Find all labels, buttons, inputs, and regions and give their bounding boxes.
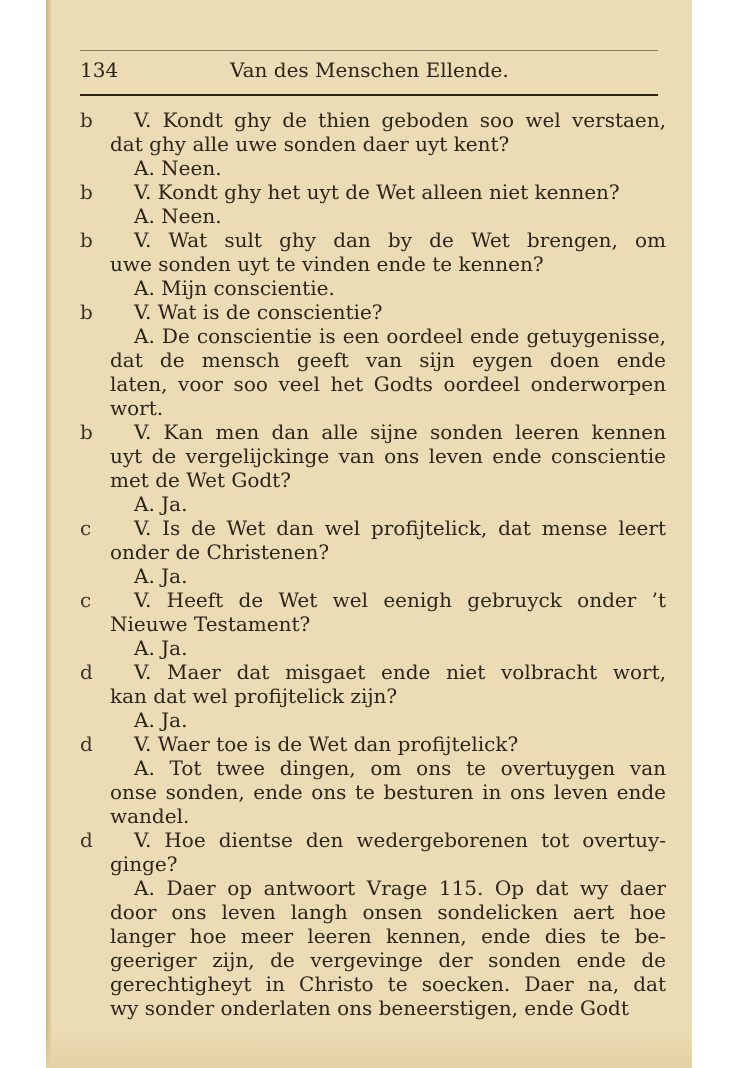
- qa-entry: [80, 276, 666, 300]
- page-gutter-shadow: [46, 0, 52, 1068]
- paragraph: [80, 156, 666, 180]
- margin-marker: d: [80, 828, 93, 852]
- margin-marker: b: [80, 300, 93, 324]
- text-line: Nieuwe Testament?: [110, 612, 311, 636]
- header-bottom-rule: [80, 94, 658, 96]
- text-line: V. Kondt ghy de thien geboden soo wel verstaen,: [134, 108, 666, 132]
- qa-entry: [80, 564, 666, 588]
- text-line: A. Ja.: [134, 492, 188, 516]
- paragraph: [80, 660, 666, 708]
- paragraph: [80, 276, 666, 300]
- margin-marker: b: [80, 108, 93, 132]
- catechism-text: [80, 108, 666, 1020]
- header-top-rule: [80, 50, 658, 51]
- page-number: 134: [80, 58, 119, 82]
- text-line: A. Daer op antwoort Vrage 115. Op dat wy daer: [134, 876, 666, 900]
- text-line: A. Ja.: [134, 708, 188, 732]
- text-line: gerechtigheyt in Christo te soecken. Daer na, dat: [110, 972, 666, 996]
- paragraph: [80, 108, 666, 156]
- qa-entry: [80, 492, 666, 516]
- margin-marker: c: [80, 588, 92, 612]
- qa-entry: [80, 636, 666, 660]
- paragraph: [80, 228, 666, 276]
- paragraph: [80, 588, 666, 636]
- qa-entry: [80, 828, 666, 876]
- running-title: Van des Menschen Ellende.: [230, 58, 509, 82]
- text-line: wandel.: [110, 804, 190, 828]
- text-line: uwe sonden uyt te vinden ende te kennen?: [110, 252, 544, 276]
- text-line: dat de mensch geeft van sijn eygen doen ende: [110, 348, 666, 372]
- qa-entry: [80, 708, 666, 732]
- text-line: A. Mijn conscientie.: [134, 276, 335, 300]
- page-bottom-edge: [46, 1028, 692, 1068]
- text-line: ginge?: [110, 852, 178, 876]
- qa-entry: [80, 660, 666, 708]
- text-line: laten, voor soo veel het Godts oordeel onderworpen: [110, 372, 666, 396]
- text-line: V. Heeft de Wet wel eenigh gebruyck onder ’t: [134, 588, 666, 612]
- text-line: V. Wat sult ghy dan by de Wet brengen, om: [134, 228, 666, 252]
- paragraph: [80, 828, 666, 876]
- qa-entry: [80, 732, 666, 756]
- paragraph: [80, 876, 666, 1020]
- text-line: V. Hoe dientse den wedergeborenen tot overtuy-: [134, 828, 666, 852]
- paragraph: [80, 204, 666, 228]
- text-line: wy sonder onderlaten ons beneerstigen, ende Godt: [110, 996, 629, 1020]
- page-header: [80, 58, 658, 88]
- margin-marker: c: [80, 516, 92, 540]
- qa-entry: [80, 588, 666, 636]
- text-line: A. De conscientie is een oordeel ende getuygenisse,: [134, 324, 666, 348]
- margin-marker: b: [80, 420, 93, 444]
- qa-entry: [80, 756, 666, 828]
- text-line: geeriger zijn, de vergevinge der sonden ende de: [110, 948, 666, 972]
- qa-entry: [80, 204, 666, 228]
- paragraph: [80, 516, 666, 564]
- margin-marker: d: [80, 732, 93, 756]
- text-line: met de Wet Godt?: [110, 468, 291, 492]
- text-line: A. Neen.: [134, 204, 222, 228]
- text-line: langer hoe meer leeren kennen, ende dies te be-: [110, 924, 666, 948]
- qa-entry: [80, 300, 666, 324]
- text-line: V. Kondt ghy het uyt de Wet alleen niet kennen?: [134, 180, 620, 204]
- paragraph: [80, 708, 666, 732]
- text-line: onder de Christenen?: [110, 540, 330, 564]
- text-line: V. Kan men dan alle sijne sonden leeren kennen: [134, 420, 666, 444]
- text-line: A. Neen.: [134, 156, 222, 180]
- qa-entry: [80, 876, 666, 1020]
- qa-entry: [80, 108, 666, 156]
- text-line: A. Tot twee dingen, om ons te overtuygen van: [134, 756, 666, 780]
- paragraph: [80, 180, 666, 204]
- text-line: A. Ja.: [134, 564, 188, 588]
- qa-entry: [80, 324, 666, 420]
- margin-marker: b: [80, 228, 93, 252]
- paragraph: [80, 420, 666, 492]
- text-line: kan dat wel profijtelick zijn?: [110, 684, 398, 708]
- qa-entry: [80, 420, 666, 492]
- text-line: V. Maer dat misgaet ende niet volbracht wort,: [134, 660, 666, 684]
- margin-marker: d: [80, 660, 93, 684]
- margin-marker: b: [80, 180, 93, 204]
- qa-entry: [80, 516, 666, 564]
- text-line: V. Waer toe is de Wet dan profijtelick?: [134, 732, 519, 756]
- paragraph: [80, 564, 666, 588]
- text-line: A. Ja.: [134, 636, 188, 660]
- text-line: V. Is de Wet dan wel profijtelick, dat mense leert: [134, 516, 666, 540]
- paragraph: [80, 492, 666, 516]
- text-line: door ons leven langh onsen sondelicken aert hoe: [110, 900, 666, 924]
- text-line: wort.: [110, 396, 164, 420]
- qa-entry: [80, 228, 666, 276]
- qa-entry: [80, 180, 666, 204]
- paragraph: [80, 300, 666, 324]
- paragraph: [80, 324, 666, 420]
- text-line: V. Wat is de conscientie?: [134, 300, 383, 324]
- text-line: dat ghy alle uwe sonden daer uyt kent?: [110, 132, 510, 156]
- paragraph: [80, 636, 666, 660]
- paragraph: [80, 756, 666, 828]
- text-line: uyt de vergelijckinge van ons leven ende conscientie: [110, 444, 666, 468]
- text-line: onse sonden, ende ons te besturen in ons leven ende: [110, 780, 666, 804]
- paragraph: [80, 732, 666, 756]
- qa-entry: [80, 156, 666, 180]
